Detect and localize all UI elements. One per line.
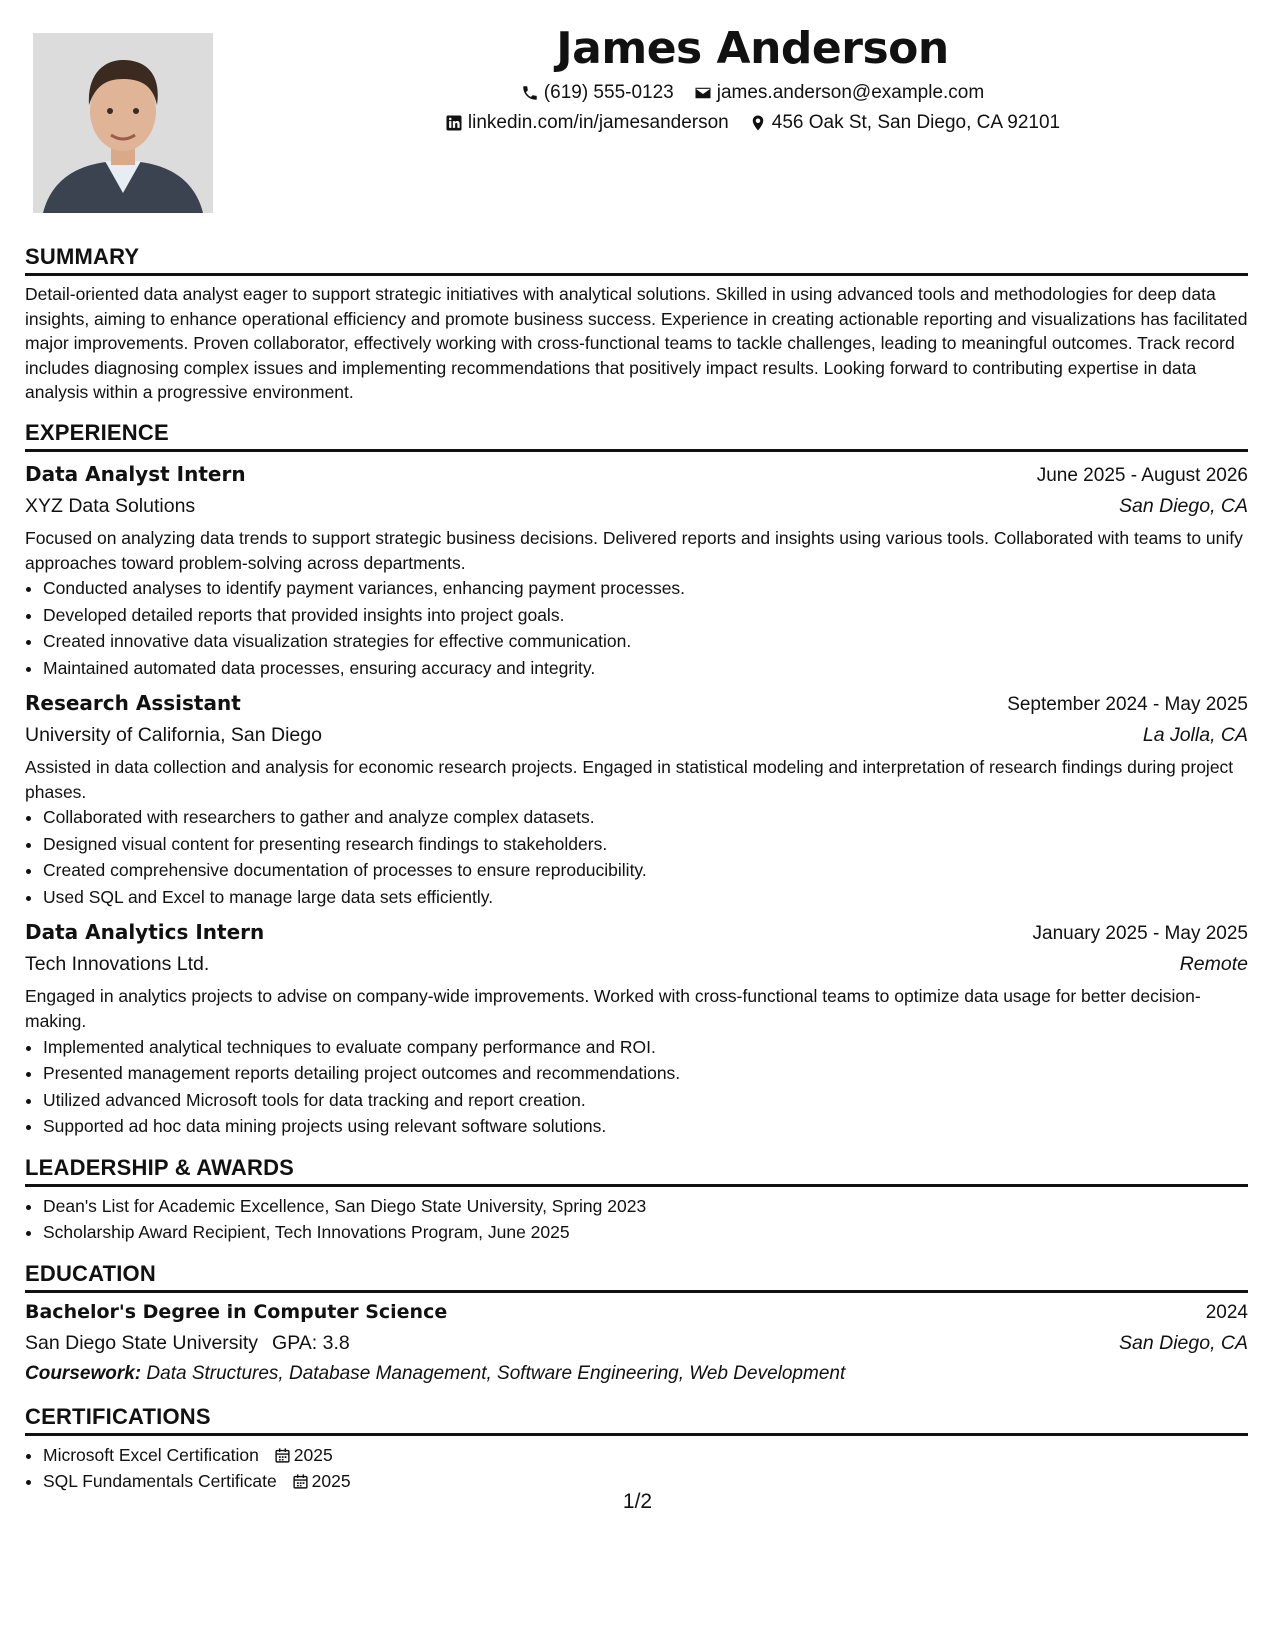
envelope-icon bbox=[694, 84, 712, 102]
email-text[interactable]: james.anderson@example.com bbox=[716, 82, 985, 103]
section-title-summary: SUMMARY bbox=[25, 243, 1248, 276]
list-item: • Maintained automated data processes, ensuring accuracy and integrity. bbox=[43, 655, 1248, 682]
job-description: Engaged in analytics projects to advise on company-wide improvements. Worked with cross-functional teams to optimize data usage for better decision-making. bbox=[25, 986, 1201, 1031]
section-title-education: EDUCATION bbox=[25, 1260, 1248, 1293]
section-title-certifications: CERTIFICATIONS bbox=[25, 1403, 1248, 1436]
list-item bbox=[43, 1442, 1248, 1469]
list-item: • Supported ad hoc data mining projects using relevant software solutions. bbox=[43, 1113, 1248, 1140]
job-entry bbox=[25, 917, 1248, 1139]
job-dates: September 2024 - May 2025 bbox=[1007, 694, 1248, 716]
certification-name: SQL Fundamentals Certificate bbox=[43, 1471, 277, 1492]
list-item: • Presented management reports detailing project outcomes and recommendations. bbox=[43, 1060, 1248, 1087]
certification-year: 2025 bbox=[311, 1471, 351, 1492]
map-pin-icon bbox=[749, 114, 767, 132]
gpa: GPA: 3.8 bbox=[272, 1331, 350, 1354]
certifications-section bbox=[25, 1403, 1248, 1495]
list-item: • Utilized advanced Microsoft tools for data tracking and report creation. bbox=[43, 1087, 1248, 1114]
contact-phone bbox=[521, 78, 674, 108]
profile-photo bbox=[33, 33, 213, 213]
list-item: • Created comprehensive documentation of processes to ensure reproducibility. bbox=[43, 857, 1248, 884]
job-location: San Diego, CA bbox=[1119, 494, 1248, 517]
section-title-leadership: LEADERSHIP & AWARDS bbox=[25, 1154, 1248, 1187]
calendar-icon bbox=[274, 1447, 291, 1464]
list-item: • Dean's List for Academic Excellence, San Diego State University, Spring 2023 bbox=[43, 1193, 1248, 1220]
job-description: Assisted in data collection and analysis for economic research projects. Engaged in statistical modeling and interpretation of research findings during project phases. bbox=[25, 757, 1234, 802]
list-item: • Scholarship Award Recipient, Tech Innovations Program, June 2025 bbox=[43, 1219, 1248, 1246]
summary-text: Detail-oriented data analyst eager to support strategic initiatives with analytical solutions. Skilled in using advanced tools and methodologies for deep data insights, aiming to enhance operational efficiency and promote business success. Experience in creating actionable reporting and visualizations has facilitated major improvements. Proven collaborator, effectively working with cross-functional teams to tackle challenges, leading to meaningful outcomes. Track record includes diagnosing complex issues and implementing recommendations that positively impact results. Looking forward to contributing expertise in data analysis within a progressive environment. bbox=[25, 284, 1248, 403]
degree-title: Bachelor's Degree in Computer Science bbox=[25, 1300, 448, 1323]
coursework-label: Coursework: bbox=[25, 1362, 142, 1384]
list-item: • Collaborated with researchers to gather and analyze complex datasets. bbox=[43, 804, 1248, 831]
job-title: Data Analytics Intern bbox=[25, 920, 265, 945]
job-dates: June 2025 - August 2026 bbox=[1036, 464, 1248, 486]
candidate-name: James Anderson bbox=[556, 23, 949, 74]
linkedin-text[interactable]: linkedin.com/in/jamesanderson bbox=[467, 112, 729, 133]
certifications-list bbox=[25, 1442, 1248, 1495]
contact-email[interactable] bbox=[694, 78, 984, 108]
list-item: • Developed detailed reports that provided insights into project goals. bbox=[43, 602, 1248, 629]
certification-year: 2025 bbox=[293, 1444, 333, 1465]
calendar-icon bbox=[292, 1473, 309, 1490]
school-line bbox=[25, 1328, 350, 1359]
job-entry bbox=[25, 688, 1248, 910]
address-text: 456 Oak St, San Diego, CA 92101 bbox=[771, 112, 1061, 133]
leadership-list bbox=[25, 1193, 1248, 1246]
profile-photo-illustration bbox=[33, 33, 213, 213]
list-item: • Conducted analyses to identify payment variances, enhancing payment processes. bbox=[43, 575, 1248, 602]
job-organization: University of California, San Diego bbox=[25, 724, 322, 747]
certification-name: Microsoft Excel Certification bbox=[43, 1444, 259, 1465]
job-location: La Jolla, CA bbox=[1142, 724, 1248, 747]
leadership-section bbox=[25, 1154, 1248, 1246]
job-bullets bbox=[25, 575, 1248, 681]
job-description: Focused on analyzing data trends to support strategic business decisions. Delivered reports and insights using various tools. Collaborated with teams to unify approaches toward problem-solving across departments. bbox=[25, 527, 1243, 573]
resume-body bbox=[25, 243, 1248, 1495]
job-title: Data Analyst Intern bbox=[25, 461, 246, 486]
resume-header bbox=[230, 20, 1275, 138]
experience-section bbox=[25, 419, 1248, 1140]
job-organization: XYZ Data Solutions bbox=[25, 494, 196, 517]
school-name: San Diego State University bbox=[25, 1331, 259, 1354]
summary-section bbox=[25, 243, 1248, 405]
list-item: • Used SQL and Excel to manage large data sets efficiently. bbox=[43, 884, 1248, 911]
education-section bbox=[25, 1260, 1248, 1389]
phone-icon bbox=[521, 84, 539, 102]
contact-linkedin[interactable] bbox=[445, 108, 729, 138]
coursework-list: Data Structures, Database Management, Software Engineering, Web Development bbox=[146, 1362, 846, 1384]
coursework bbox=[25, 1359, 1248, 1389]
job-entry bbox=[25, 459, 1248, 681]
phone-text: (619) 555-0123 bbox=[543, 82, 674, 103]
list-item: • Implemented analytical techniques to evaluate company performance and ROI. bbox=[43, 1034, 1248, 1061]
school-location: San Diego, CA bbox=[1119, 1331, 1248, 1354]
contact-row-1 bbox=[230, 78, 1275, 108]
job-location: Remote bbox=[1179, 953, 1248, 976]
job-organization: Tech Innovations Ltd. bbox=[25, 953, 210, 976]
section-title-experience: EXPERIENCE bbox=[25, 419, 1248, 452]
job-title: Research Assistant bbox=[25, 691, 241, 716]
list-item: • Designed visual content for presenting research findings to stakeholders. bbox=[43, 831, 1248, 858]
job-dates: January 2025 - May 2025 bbox=[1032, 923, 1248, 945]
contact-address bbox=[749, 108, 1060, 138]
page-number: 1/2 bbox=[622, 1490, 653, 1513]
job-bullets bbox=[25, 1034, 1248, 1140]
job-bullets bbox=[25, 804, 1248, 910]
linkedin-icon bbox=[445, 114, 463, 132]
list-item: • Created innovative data visualization strategies for effective communication. bbox=[43, 628, 1248, 655]
contact-row-2 bbox=[230, 108, 1275, 138]
degree-year: 2024 bbox=[1205, 1301, 1248, 1323]
